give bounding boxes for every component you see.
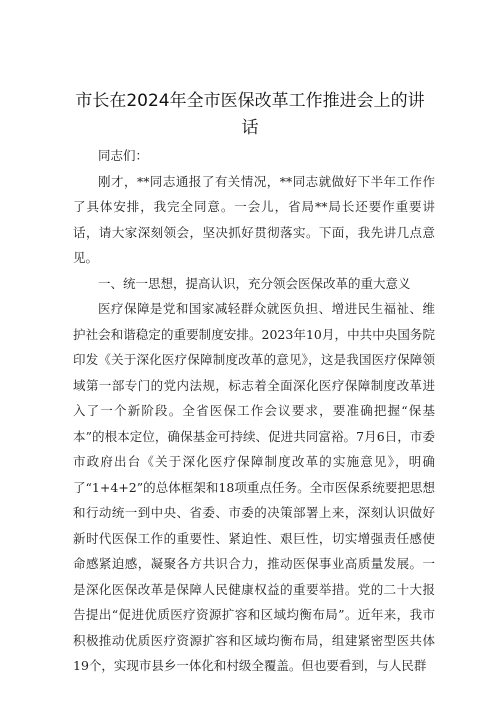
document-body (73, 143, 435, 679)
section-heading-1: 一、统一思想，提高认识，充分领会医保改革的重大意义 (98, 275, 411, 291)
paragraph-opening: 刚才，**同志通报了有关情况，**同志就做好下半年工作作了具体安排，我完全同意。一会儿，省局**局长还要作重要讲话，请大家深刻领会，坚决抓好贯彻落实。下面，我先讲几点意见。 (73, 173, 435, 265)
salutation: 同志们： (98, 148, 149, 163)
document-title: 市长在2024年全市医保改革工作推进会上的讲话 (75, 91, 425, 138)
paragraph-section-1: 医疗保障是党和国家减轻群众就医负担、增进民生福祉、维护社会和谐稳定的重要制度安排。2023年10月，中共中央国务院印发《关于深化医疗保障制度改革的意见》，这是我国医疗保障领域第一部专门的党内法规，标志着全面深化医疗保障制度改革进入了一个新阶段。全省医保工作会议要求，要准确把握“保基本”的根本定位，确保基金可持续、促进共同富裕。7月6日，市委市政府出台《关于深化医疗保障制度改革的实施意见》，明确了“1+4+2”的总体框架和18项重点任务。全市医保系统要把思想和行动统一到中央、省委、市委的决策部署上来，深刻认识做好新时代医保工作的重要性、紧迫性、艰巨性，切实增强责任感使命感紧迫感，凝聚各方共识合力，推动医保事业高质量发展。一是深化医保改革是保障人民健康权益的重要举措。党的二十大报告提出“促进优质医疗资源扩容和区域均衡布局”。近年来，我市积极推动优质医疗资源扩容和区域均衡布局，组建紧密型医共体19个，实现市县乡一体化和村级全覆盖。但也要看到，与人民群 (73, 301, 435, 673)
